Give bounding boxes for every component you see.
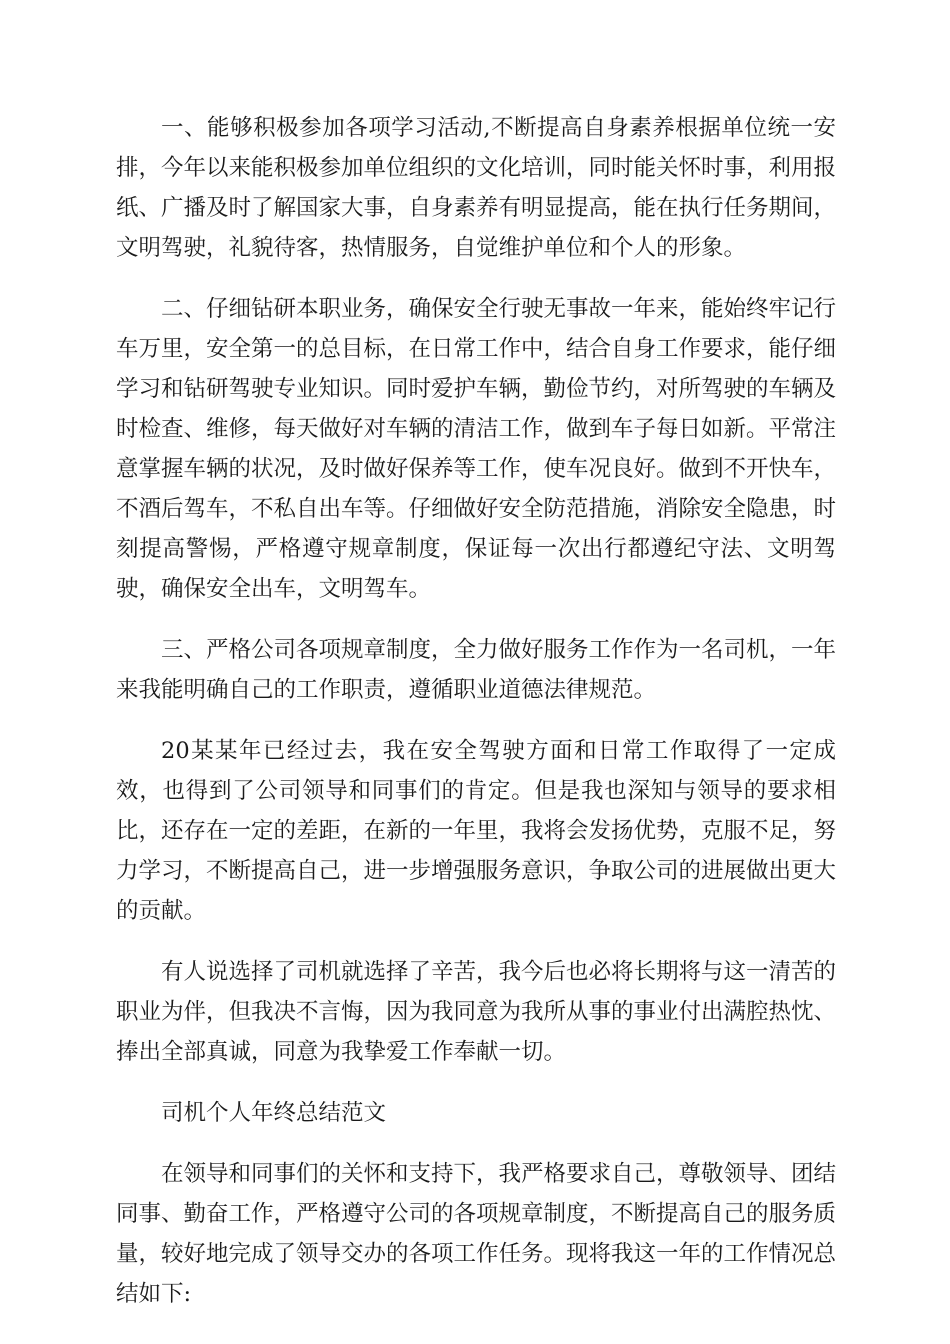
paragraph-year-review: 20某某年已经过去，我在安全驾驶方面和日常工作取得了一定成效，也得到了公司领导和同事们的肯定。但是我也深知与领导的要求相比，还存在一定的差距，在新的一年里，我将会发扬优势，克服不足，努力学习，不断提高自己，进一步增强服务意识，争取公司的进展做出更大的贡献。 xyxy=(116,738,837,924)
paragraph-intro: 在领导和同事们的关怀和支持下，我严格要求自己，尊敬领导、团结同事、勤奋工作，严格遵守公司的各项规章制度，不断提高自己的服务质量，较好地完成了领导交办的各项工作任务。现将我这一年的工作情况总结如下: xyxy=(116,1161,837,1307)
paragraph-rules: 三、严格公司各项规章制度，全力做好服务工作作为一名司机，一年来我能明确自己的工作职责，遵循职业道德法律规范。 xyxy=(116,637,837,703)
section-title: 司机个人年终总结范文 xyxy=(161,1100,387,1126)
paragraph-learning: 一、能够积极参加各项学习活动,不断提高自身素养根据单位统一安排，今年以来能积极参加单位组织的文化培训，同时能关怀时事，利用报纸、广播及时了解国家大事，自身素养有明显提高，能在执行任务期间，文明驾驶，礼貌待客，热情服务，自觉维护单位和个人的形象。 xyxy=(116,115,837,261)
paragraph-dedication: 有人说选择了司机就选择了辛苦，我今后也必将长期将与这一清苦的职业为伴，但我决不言悔，因为我同意为我所从事的事业付出满腔热忱、捧出全部真诚，同意为我挚爱工作奉献一切。 xyxy=(116,959,837,1065)
document-page xyxy=(116,108,836,1335)
paragraph-safe-driving: 二、仔细钻研本职业务，确保安全行驶无事故一年来，能始终牢记行车万里，安全第一的总目标，在日常工作中，结合自身工作要求，能仔细学习和钻研驾驶专业知识。同时爱护车辆，勤俭节约，对所驾驶的车辆及时检查、维修，每天做好对车辆的清洁工作，做到车子每日如新。平常注意掌握车辆的状况，及时做好保养等工作，使车况良好。做到不开快车，不酒后驾车，不私自出车等。仔细做好安全防范措施，消除安全隐患，时刻提高警惕，严格遵守规章制度，保证每一次出行都遵纪守法、文明驾驶，确保安全出车，文明驾车。 xyxy=(116,296,837,602)
